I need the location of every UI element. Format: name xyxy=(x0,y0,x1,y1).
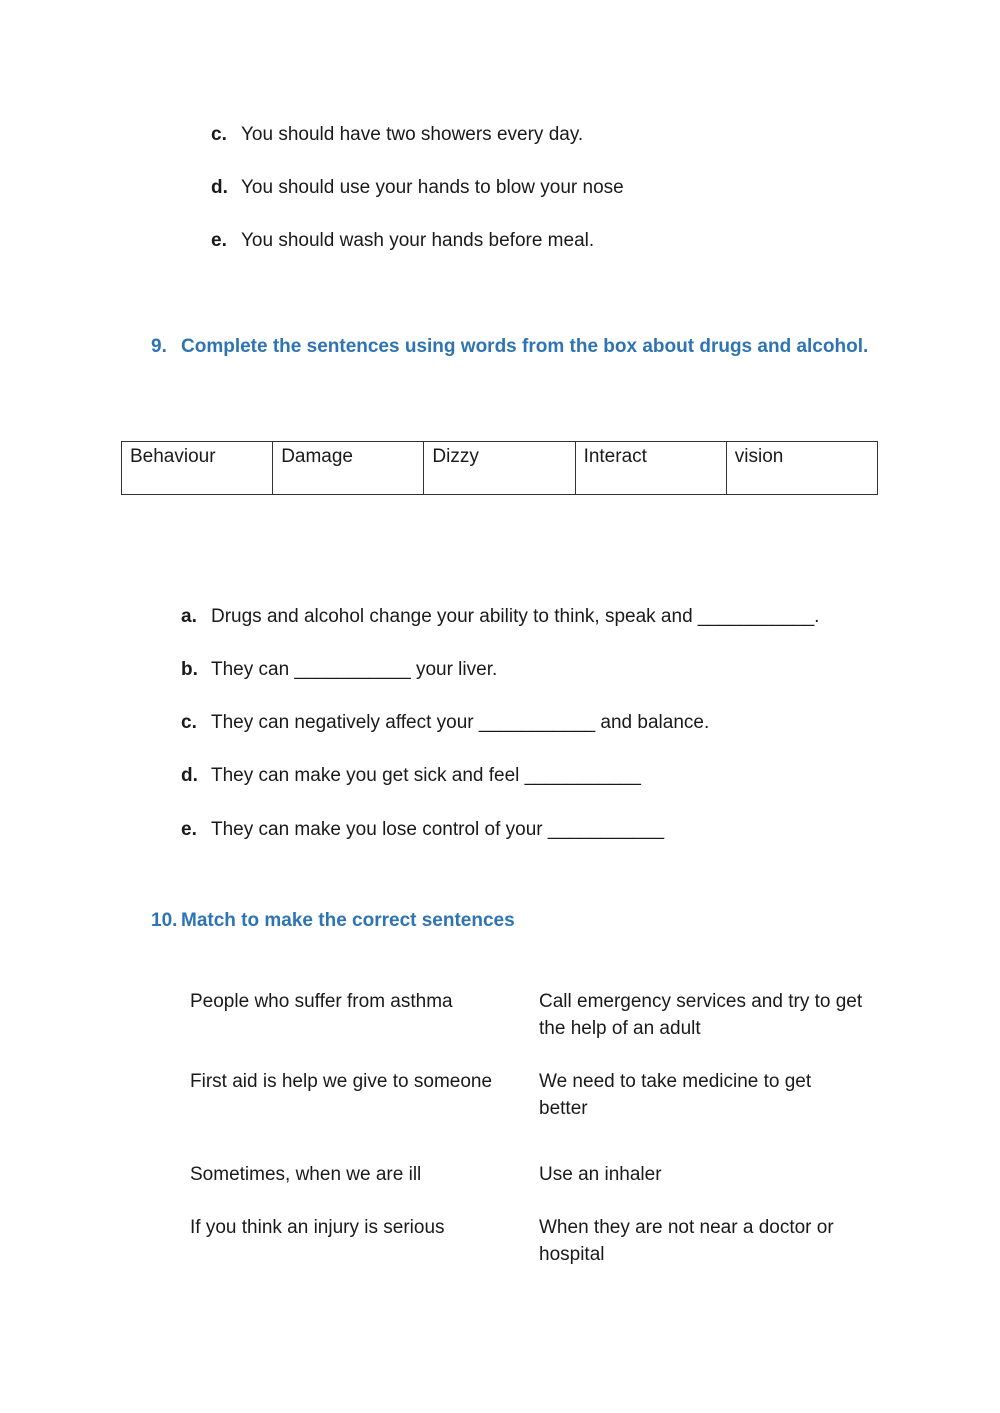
item-letter: b. xyxy=(181,659,198,680)
list-item-8e xyxy=(211,229,594,253)
match-right-3: Use an inhaler xyxy=(539,1164,662,1185)
item-text: You should use your hands to blow your nose xyxy=(241,177,624,198)
section-title: Match to make the correct sentences xyxy=(181,910,515,931)
list-item-9b xyxy=(181,658,497,682)
section-title: Complete the sentences using words from the box about drugs and alcohol. xyxy=(181,336,869,357)
list-item-9e xyxy=(181,818,664,842)
word-box-cell: Damage xyxy=(273,442,424,495)
item-text: They can negatively affect your ___________ and balance. xyxy=(211,712,710,733)
item-letter: c. xyxy=(211,124,227,145)
section-9-heading xyxy=(151,336,868,358)
section-number: 9. xyxy=(151,336,167,357)
item-letter: d. xyxy=(181,765,198,786)
item-text: You should wash your hands before meal. xyxy=(241,230,595,251)
match-left-4: If you think an injury is serious xyxy=(190,1217,445,1238)
match-left-1: People who suffer from asthma xyxy=(190,991,453,1012)
list-item-8d xyxy=(211,176,624,200)
match-right-4: When they are not near a doctor or hospital xyxy=(539,1217,834,1265)
item-text: They can ___________ your liver. xyxy=(211,659,498,680)
section-10-heading xyxy=(151,910,515,932)
list-item-9a xyxy=(181,605,819,629)
section-number: 10. xyxy=(151,910,178,931)
word-box xyxy=(121,441,878,495)
word-box-cell: Interact xyxy=(575,442,726,495)
word-box-cell: Behaviour xyxy=(122,442,273,495)
match-left-2: First aid is help we give to someone xyxy=(190,1071,493,1092)
word-box-cell: Dizzy xyxy=(424,442,575,495)
list-item-9d xyxy=(181,764,641,788)
list-item-8c xyxy=(211,123,583,147)
word-box-cell: vision xyxy=(726,442,877,495)
item-letter: c. xyxy=(181,712,197,733)
match-left-3: Sometimes, when we are ill xyxy=(190,1164,422,1185)
item-letter: e. xyxy=(211,230,227,251)
list-item-9c xyxy=(181,711,709,735)
item-text: They can make you lose control of your ___________ xyxy=(211,819,665,840)
match-right-1: Call emergency services and try to get the help of an adult xyxy=(539,991,863,1039)
item-text: You should have two showers every day. xyxy=(241,124,584,145)
item-letter: d. xyxy=(211,177,228,198)
item-text: Drugs and alcohol change your ability to think, speak and ___________. xyxy=(211,606,820,627)
match-right-2: We need to take medicine to get better xyxy=(539,1071,812,1119)
item-letter: e. xyxy=(181,819,197,840)
item-letter: a. xyxy=(181,606,197,627)
item-text: They can make you get sick and feel ___________ xyxy=(211,765,641,786)
